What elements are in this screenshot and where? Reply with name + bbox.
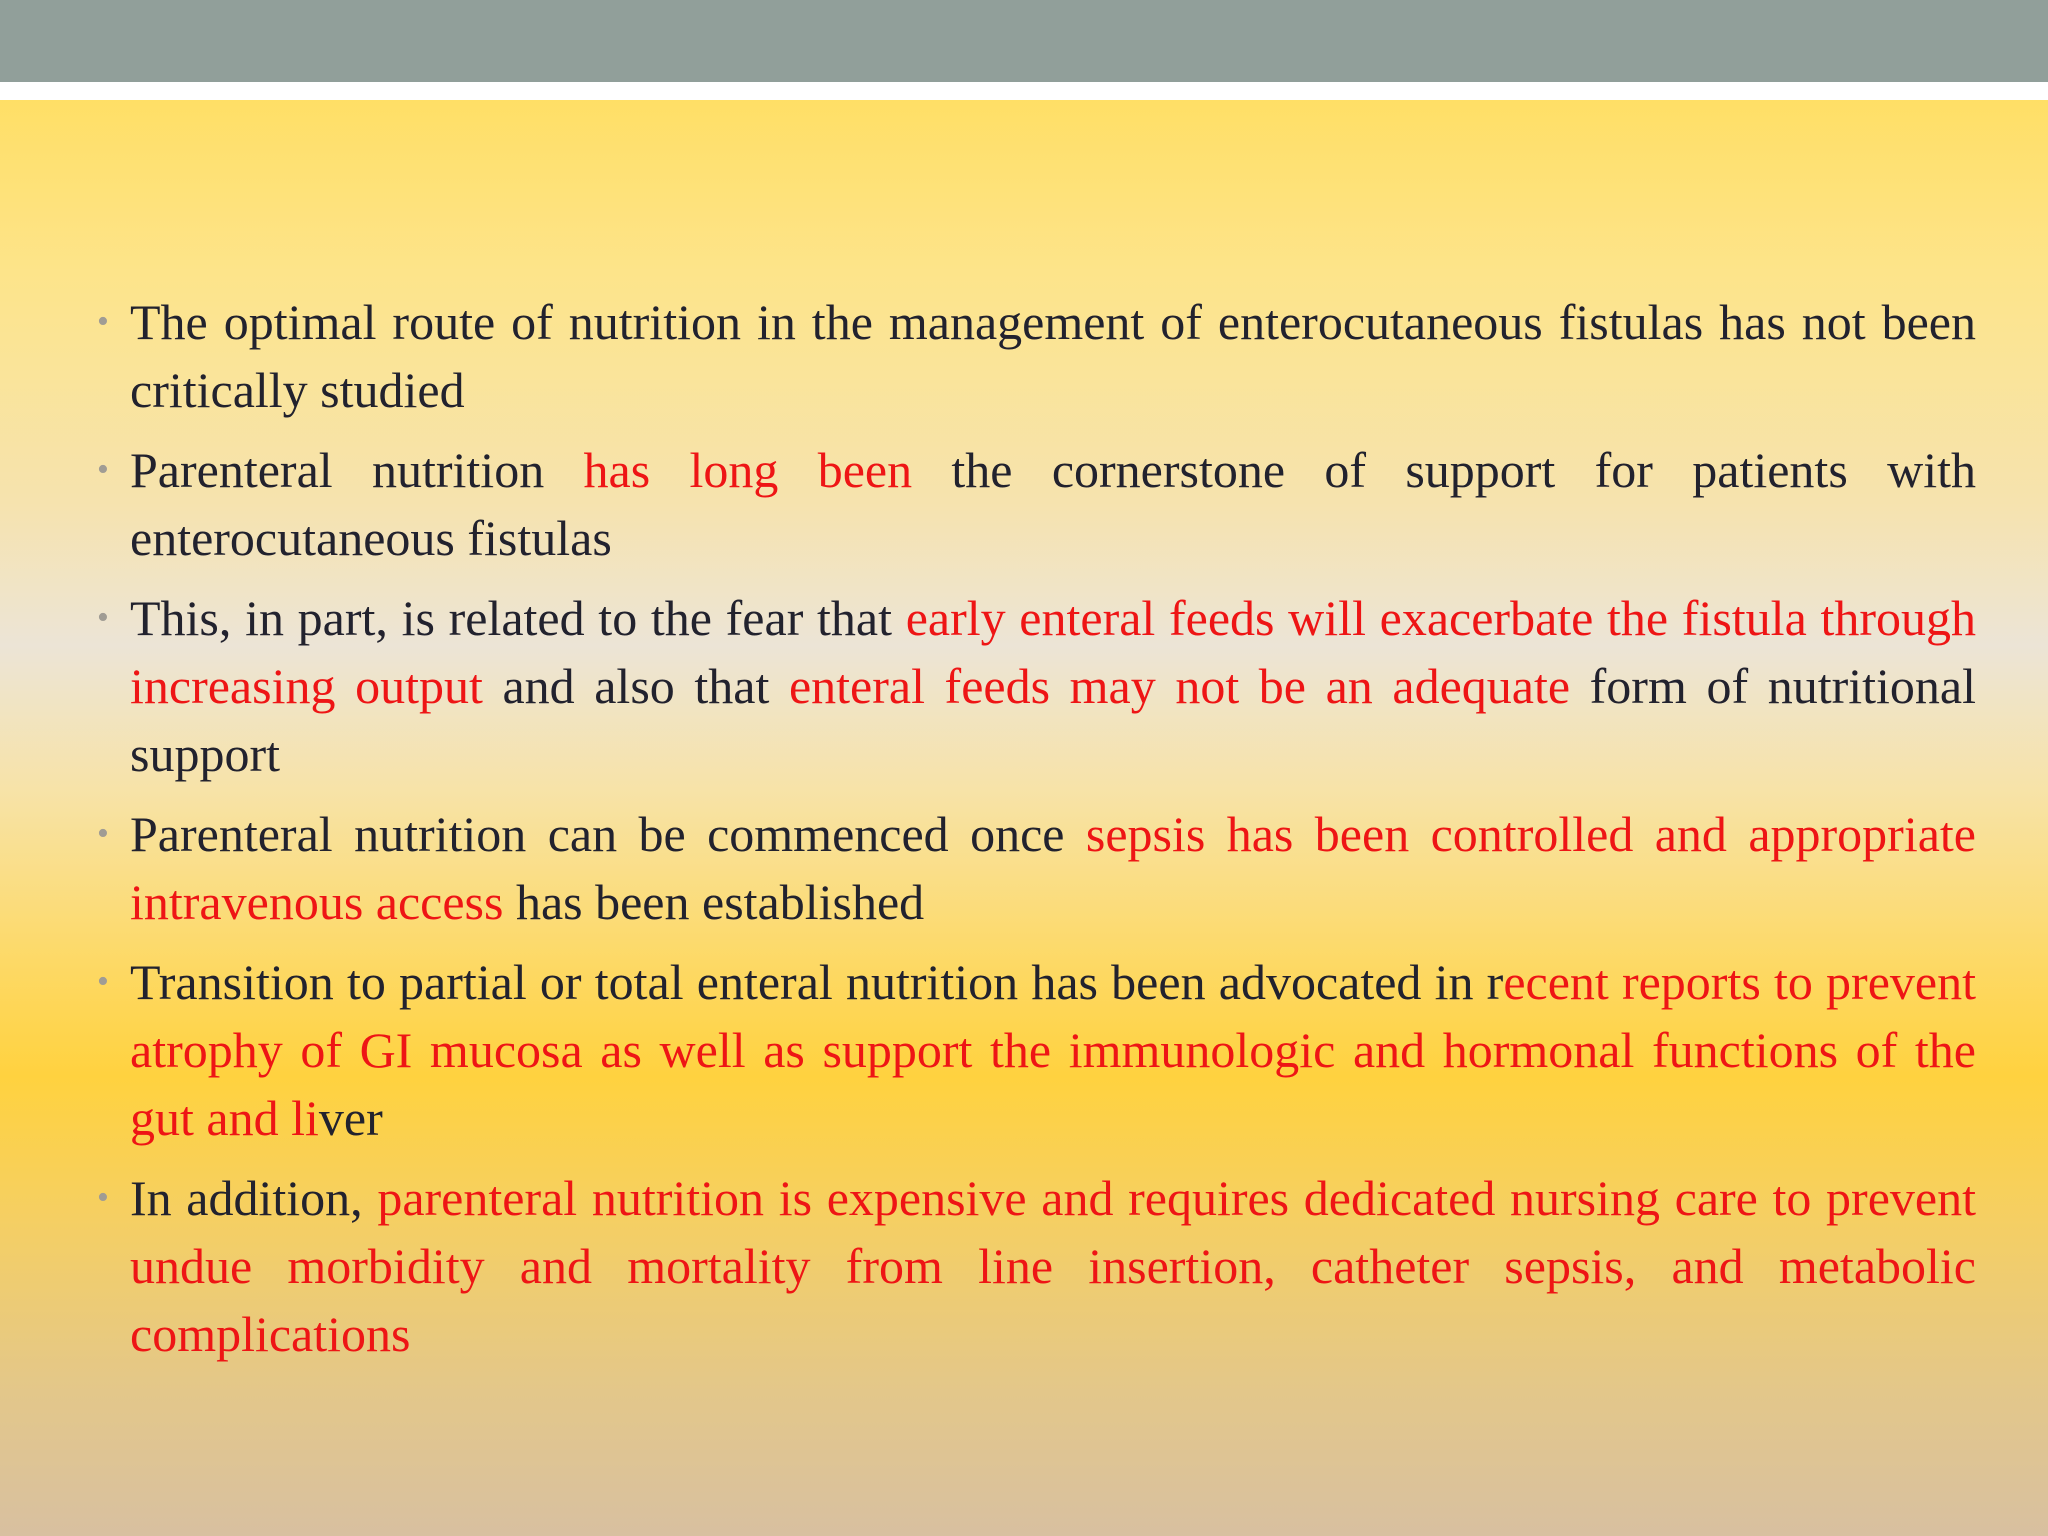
bullet-icon: •: [97, 963, 109, 1000]
bullet-icon: •: [97, 815, 109, 852]
bullet-icon: •: [97, 451, 109, 488]
bullet-item: [88, 948, 1976, 1152]
body-text: Parenteral nutrition: [130, 442, 584, 498]
body-text: Transition to partial or total enteral nutrition has been advocated in r: [130, 954, 1504, 1010]
highlighted-text: ecent reports to prevent atrophy of GI mucosa as well as support the immunologic and hormonal functions of the gut and li: [130, 954, 1976, 1146]
header-bar: [0, 0, 2048, 82]
body-text: This, in part, is related to the fear that: [130, 590, 906, 646]
highlighted-text: enteral feeds may not be an adequate: [788, 658, 1571, 714]
body-text: In addition,: [130, 1170, 378, 1226]
bullet-list: [88, 288, 1976, 1380]
body-text: the cornerstone of support for patients with enterocutaneous fistulas: [130, 442, 1976, 566]
bullet-icon: •: [97, 303, 109, 340]
bullet-icon: •: [97, 1179, 109, 1216]
body-text: ver: [318, 1090, 383, 1146]
body-text: Parenteral nutrition can be commenced once: [130, 806, 1086, 862]
bullet-item: [88, 1164, 1976, 1368]
header-divider: [0, 82, 2048, 100]
bullet-item: [88, 288, 1976, 424]
body-text: The optimal route of nutrition in the management of enterocutaneous fistulas has not been critically studied: [130, 294, 1976, 418]
body-text: and also that: [482, 658, 789, 714]
bullet-icon: •: [97, 599, 109, 636]
bullet-item: [88, 800, 1976, 936]
body-text: has been established: [503, 874, 925, 930]
highlighted-text: has long been: [583, 442, 913, 498]
highlighted-text: early enteral feeds will exacerbate the fistula through increasing output: [130, 590, 1976, 714]
body-text: form of nutritional support: [130, 658, 1976, 782]
highlighted-text: sepsis has been controlled and appropriate intravenous access: [130, 806, 1976, 930]
highlighted-text: parenteral nutrition is expensive and requires dedicated nursing care to prevent undue morbidity and mortality from line insertion, catheter sepsis, and metabolic complications: [130, 1170, 1976, 1362]
bullet-item: [88, 584, 1976, 788]
bullet-item: [88, 436, 1976, 572]
